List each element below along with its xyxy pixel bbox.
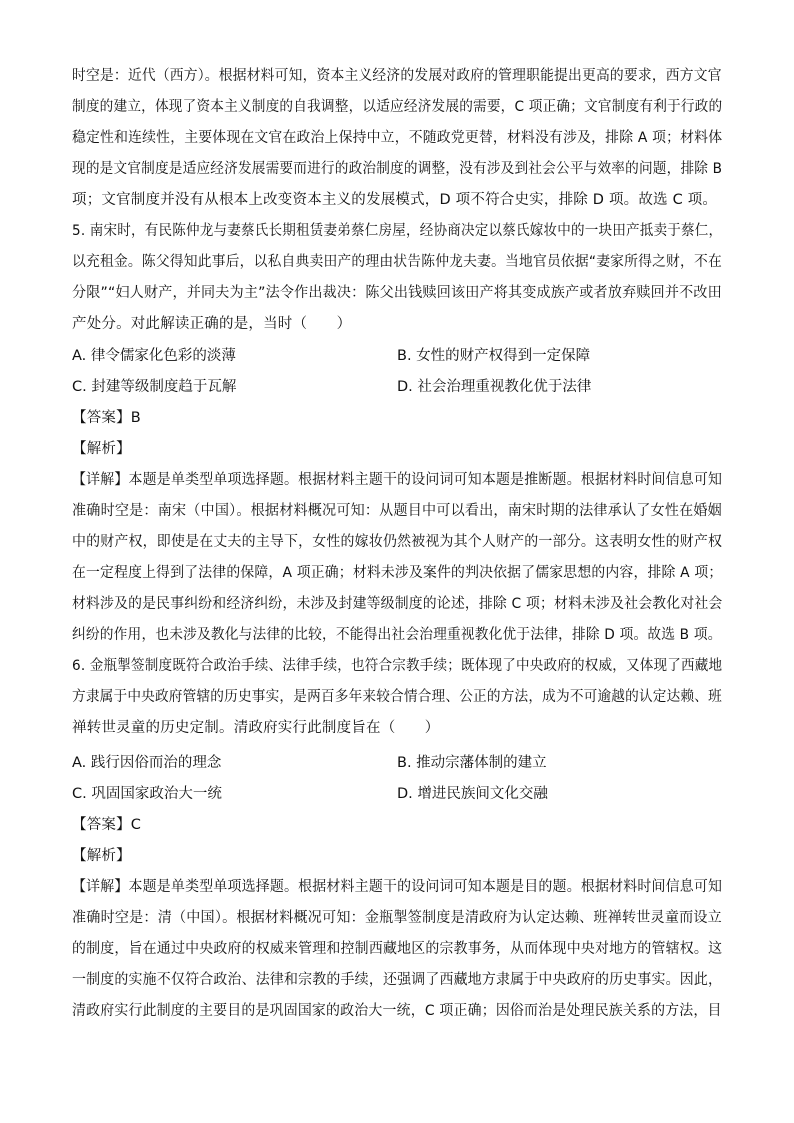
question-6-detail: 准确时空是：清（中国）。根据材料概况可知：金瓶掣签制度是清政府为认定达赖、班禅转世灵童而设立 [72,910,722,926]
question-5-stem: 5. 南宋时，有民陈仲龙与妻蔡氏长期租赁妻弟蔡仁房屋，经协商决定以蔡氏嫁妆中的一块田产抵卖于蔡仁， [72,223,723,239]
question-6-option-d: D. 增进民族间文化交融 [397,786,548,802]
question-5-detail: 【详解】本题是单类型单项选择题。根据材料主题干的设问词可知本题是推断题。根据材料时间信息可知 [72,472,723,488]
question-5-detail: 在一定程度上得到了法律的保障，A 项正确；材料未涉及案件的判决依据了儒家思想的内容，排除 A 项； [72,565,723,581]
text-line: 项；文官制度并没有从根本上改变资本主义的发展模式，D 项不符合史实，排除 D 项。故选 C 项。 [72,192,718,208]
question-6-stem: 禅转世灵童的历史定制。清政府实行此制度旨在（ ） [72,720,440,736]
question-5-answer: 【答案】B [72,410,141,426]
question-6-option-b: B. 推动宗藩体制的建立 [397,755,547,771]
question-5-option-b: B. 女性的财产权得到一定保障 [397,348,591,364]
question-5-option-c: C. 封建等级制度趋于瓦解 [72,379,237,395]
text-line: 时空是：近代（西方）。根据材料可知，资本主义经济的发展对政府的管理职能提出更高的要求，西方文官 [72,68,722,84]
question-6-detail: 【详解】本题是单类型单项选择题。根据材料主题干的设问词可知本题是目的题。根据材料时间信息可知 [72,879,723,895]
question-5-stem: 产处分。对此解读正确的是，当时（ ） [72,316,352,332]
question-6-detail: 清政府实行此制度的主要目的是巩固国家的政治大一统，C 项正确；因俗而治是处理民族关系的方法，目 [72,1003,722,1019]
question-6-option-a: A. 践行因俗而治的理念 [72,755,222,771]
question-5-stem: 以充租金。陈父得知此事后，以私自典卖田产的理由状告陈仲龙夫妻。当地官员依据“妻家所得之财，不在 [72,254,722,270]
question-6-answer: 【答案】C [72,817,142,833]
text-line: 制度的建立，体现了资本主义制度的自我调整，以适应经济发展的需要，C 项正确；文官制度有利于行政的 [72,99,723,115]
question-6-analysis-label: 【解析】 [72,848,131,864]
text-line: 稳定性和连续性，主要体现在文官在政治上保持中立，不随政党更替，材料没有涉及，排除 A 项；材料体 [72,130,723,146]
text-line: 现的是文官制度是适应经济发展需要而进行的政治制度的调整，没有涉及到社会公平与效率的问题，排除 B [72,161,723,177]
question-5-detail: 准确时空是：南宋（中国）。根据材料概况可知：从题目中可以看出，南宋时期的法律承认了女性在婚姻 [72,503,722,519]
question-5-detail: 材料涉及的是民事纠纷和经济纠纷，未涉及封建等级制度的论述，排除 C 项；材料未涉及社会教化对社会 [72,596,723,612]
question-6-option-c: C. 巩固国家政治大一统 [72,786,222,802]
question-5-detail: 纠纷的作用，也未涉及教化与法律的比较，不能得出社会治理重视教化优于法律，排除 D 项。故选 B 项。 [72,627,722,643]
question-5-analysis-label: 【解析】 [72,441,131,457]
question-6-stem: 6. 金瓶掣签制度既符合政治手续、法律手续，也符合宗教手续；既体现了中央政府的权威，又体现了西藏地 [72,658,723,674]
question-6-detail: 的制度，旨在通过中央政府的权威来管理和控制西藏地区的宗教事务，从而体现中央对地方的管辖权。这 [72,941,723,957]
question-5-option-a: A. 律令儒家化色彩的淡薄 [72,348,236,364]
question-5-option-d: D. 社会治理重视教化优于法律 [397,379,592,395]
question-6-detail: 一制度的实施不仅符合政治、法律和宗教的手续，还强调了西藏地方隶属于中央政府的历史事实。因此， [72,972,723,988]
question-5-stem: 分限”“妇人财产，并同夫为主”法令作出裁决：陈父出钱赎回该田产将其变成族产或者放弃赎回并不改田 [72,285,722,301]
question-6-stem: 方隶属于中央政府管辖的历史事实，是两百多年来较合情合理、公正的方法，成为不可逾越的认定达赖、班 [72,689,722,705]
question-5-detail: 中的财产权，即使是在丈夫的主导下，女性的嫁妆仍然被视为其个人财产的一部分。这表明女性的财产权 [72,534,723,550]
